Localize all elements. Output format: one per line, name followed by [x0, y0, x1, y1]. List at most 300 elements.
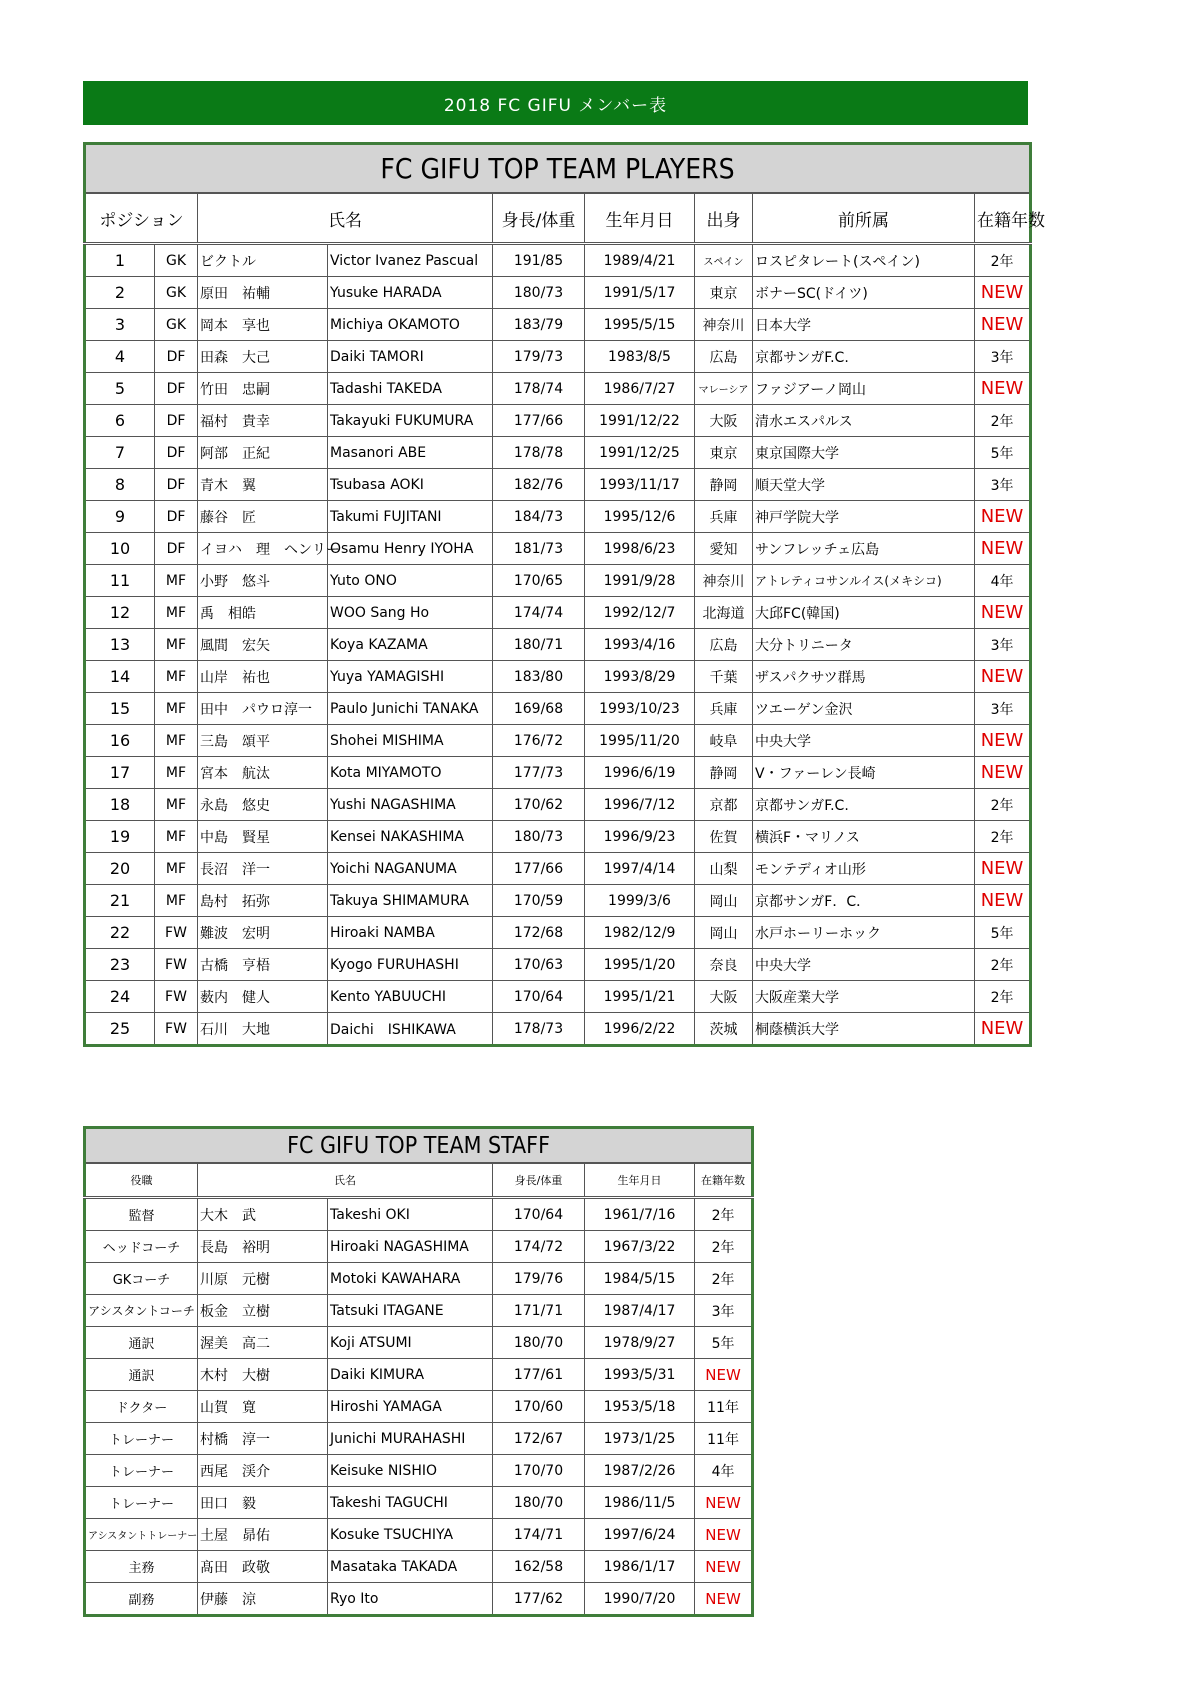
player-previous-club: 大邱FC(韓国) — [753, 597, 975, 629]
player-name-en: Takuya SHIMAMURA — [328, 885, 493, 917]
staff-birthdate: 1973/1/25 — [585, 1423, 695, 1455]
player-name-jp: 田中 パウロ淳一 — [198, 693, 328, 725]
player-years: 2年 — [975, 789, 1031, 821]
player-number: 22 — [85, 917, 155, 949]
player-name-en: Takumi FUJITANI — [328, 501, 493, 533]
player-years: NEW — [975, 885, 1031, 917]
staff-name-jp: 長島 裕明 — [198, 1231, 328, 1263]
player-number: 24 — [85, 981, 155, 1013]
player-height-weight: 178/78 — [493, 437, 585, 469]
player-height-weight: 180/73 — [493, 821, 585, 853]
table-row — [85, 1295, 753, 1327]
staff-name-jp: 渥美 高二 — [198, 1327, 328, 1359]
player-origin: スペイン — [695, 244, 753, 277]
player-position: DF — [155, 437, 198, 469]
table-row — [85, 1327, 753, 1359]
staff-name-en: Hiroshi YAMAGA — [328, 1391, 493, 1423]
staff-title: FC GIFU TOP TEAM STAFF — [85, 1128, 753, 1164]
staff-years: 2年 — [695, 1198, 753, 1231]
player-name-jp: 竹田 忠嗣 — [198, 373, 328, 405]
player-height-weight: 180/71 — [493, 629, 585, 661]
player-birthdate: 1992/12/7 — [585, 597, 695, 629]
player-name-jp: 石川 大地 — [198, 1013, 328, 1046]
player-position: MF — [155, 789, 198, 821]
staff-name-jp: 西尾 渓介 — [198, 1455, 328, 1487]
staff-height-weight: 180/70 — [493, 1487, 585, 1519]
player-name-jp: イヨハ 理 ヘンリー — [198, 533, 328, 565]
players-title: FC GIFU TOP TEAM PLAYERS — [85, 144, 1031, 194]
player-name-en: Kento YABUUCHI — [328, 981, 493, 1013]
player-position: MF — [155, 853, 198, 885]
player-name-en: Kyogo FURUHASHI — [328, 949, 493, 981]
player-name-en: Kensei NAKASHIMA — [328, 821, 493, 853]
player-height-weight: 184/73 — [493, 501, 585, 533]
staff-birthdate: 1961/7/16 — [585, 1198, 695, 1231]
player-previous-club: 中央大学 — [753, 949, 975, 981]
player-years: 3年 — [975, 341, 1031, 373]
staff-years: 5年 — [695, 1327, 753, 1359]
staff-name-en: Ryo Ito — [328, 1583, 493, 1616]
staff-name-jp: 髙田 政敬 — [198, 1551, 328, 1583]
header-years: 在籍年数 — [975, 193, 1031, 244]
player-height-weight: 182/76 — [493, 469, 585, 501]
table-row — [85, 501, 1031, 533]
player-origin: 静岡 — [695, 469, 753, 501]
player-years: 3年 — [975, 693, 1031, 725]
staff-birthdate: 1953/5/18 — [585, 1391, 695, 1423]
player-position: MF — [155, 565, 198, 597]
players-table — [83, 142, 1045, 1047]
staff-years: NEW — [695, 1487, 753, 1519]
player-origin: 山梨 — [695, 853, 753, 885]
table-row — [85, 1231, 753, 1263]
player-number: 5 — [85, 373, 155, 405]
player-years: 5年 — [975, 437, 1031, 469]
staff-role: 主務 — [85, 1551, 198, 1583]
player-years: 2年 — [975, 405, 1031, 437]
player-number: 12 — [85, 597, 155, 629]
table-row — [85, 629, 1031, 661]
player-origin: 神奈川 — [695, 309, 753, 341]
player-height-weight: 169/68 — [493, 693, 585, 725]
staff-role: アシスタントトレーナー — [85, 1519, 198, 1551]
header-origin: 出身 — [695, 193, 753, 244]
staff-height-weight: 170/60 — [493, 1391, 585, 1423]
staff-birthdate: 1978/9/27 — [585, 1327, 695, 1359]
player-name-en: Shohei MISHIMA — [328, 725, 493, 757]
player-origin: 千葉 — [695, 661, 753, 693]
player-previous-club: ファジアーノ岡山 — [753, 373, 975, 405]
staff-height-weight: 174/71 — [493, 1519, 585, 1551]
player-origin: 茨城 — [695, 1013, 753, 1046]
player-previous-club: 京都サンガF.C. — [753, 341, 975, 373]
player-height-weight: 180/73 — [493, 277, 585, 309]
player-birthdate: 1982/12/9 — [585, 917, 695, 949]
player-name-en: Yusuke HARADA — [328, 277, 493, 309]
table-row — [85, 244, 1031, 277]
staff-role: トレーナー — [85, 1487, 198, 1519]
staff-table — [83, 1126, 754, 1617]
player-name-en: Yushi NAGASHIMA — [328, 789, 493, 821]
player-number: 19 — [85, 821, 155, 853]
player-years: 4年 — [975, 565, 1031, 597]
player-number: 14 — [85, 661, 155, 693]
player-number: 23 — [85, 949, 155, 981]
staff-height-weight: 170/70 — [493, 1455, 585, 1487]
table-row — [85, 1423, 753, 1455]
header-position: ポジション — [85, 193, 198, 244]
header-role: 役職 — [85, 1163, 198, 1198]
player-position: GK — [155, 277, 198, 309]
table-row — [85, 853, 1031, 885]
player-height-weight: 172/68 — [493, 917, 585, 949]
player-name-en: Tadashi TAKEDA — [328, 373, 493, 405]
player-birthdate: 1993/8/29 — [585, 661, 695, 693]
player-height-weight: 170/63 — [493, 949, 585, 981]
staff-name-jp: 大木 武 — [198, 1198, 328, 1231]
staff-name-en: Motoki KAWAHARA — [328, 1263, 493, 1295]
staff-birthdate: 1993/5/31 — [585, 1359, 695, 1391]
player-name-jp: 宮本 航汰 — [198, 757, 328, 789]
table-row — [85, 1519, 753, 1551]
staff-name-en: Keisuke NISHIO — [328, 1455, 493, 1487]
player-height-weight: 170/59 — [493, 885, 585, 917]
player-position: MF — [155, 661, 198, 693]
staff-years: 11年 — [695, 1391, 753, 1423]
player-previous-club: 東京国際大学 — [753, 437, 975, 469]
staff-years: NEW — [695, 1551, 753, 1583]
staff-role: アシスタントコーチ — [85, 1295, 198, 1327]
table-row — [85, 437, 1031, 469]
staff-role: ヘッドコーチ — [85, 1231, 198, 1263]
staff-role: 通訳 — [85, 1359, 198, 1391]
player-name-en: Tsubasa AOKI — [328, 469, 493, 501]
player-birthdate: 1995/1/21 — [585, 981, 695, 1013]
staff-birthdate: 1986/11/5 — [585, 1487, 695, 1519]
player-height-weight: 191/85 — [493, 244, 585, 277]
player-birthdate: 1996/7/12 — [585, 789, 695, 821]
staff-birthdate: 1990/7/20 — [585, 1583, 695, 1616]
player-origin: 奈良 — [695, 949, 753, 981]
player-birthdate: 1991/12/22 — [585, 405, 695, 437]
player-position: GK — [155, 244, 198, 277]
player-position: GK — [155, 309, 198, 341]
header-previous-club: 前所属 — [753, 193, 975, 244]
player-name-jp: 阿部 正紀 — [198, 437, 328, 469]
staff-name-en: Koji ATSUMI — [328, 1327, 493, 1359]
player-previous-club: 横浜F・マリノス — [753, 821, 975, 853]
player-previous-club: ザスパクサツ群馬 — [753, 661, 975, 693]
table-row — [85, 789, 1031, 821]
table-row — [85, 597, 1031, 629]
player-years: 2年 — [975, 821, 1031, 853]
player-previous-club: 水戸ホーリーホック — [753, 917, 975, 949]
player-origin: 大阪 — [695, 405, 753, 437]
table-row — [85, 725, 1031, 757]
player-birthdate: 1991/12/25 — [585, 437, 695, 469]
player-name-en: Paulo Junichi TANAKA — [328, 693, 493, 725]
player-height-weight: 170/62 — [493, 789, 585, 821]
player-name-jp: 永島 悠史 — [198, 789, 328, 821]
staff-role: 副務 — [85, 1583, 198, 1616]
player-birthdate: 1998/6/23 — [585, 533, 695, 565]
header-name: 氏名 — [198, 1163, 493, 1198]
staff-name-en: Hiroaki NAGASHIMA — [328, 1231, 493, 1263]
player-birthdate: 1996/6/19 — [585, 757, 695, 789]
player-name-en: Victor Ivanez Pascual — [328, 244, 493, 277]
player-birthdate: 1991/5/17 — [585, 277, 695, 309]
table-row — [85, 469, 1031, 501]
table-row — [85, 405, 1031, 437]
player-previous-club: 京都サンガF．C． — [753, 885, 975, 917]
player-name-jp: 山岸 祐也 — [198, 661, 328, 693]
player-position: MF — [155, 629, 198, 661]
player-origin: 静岡 — [695, 757, 753, 789]
staff-birthdate: 1997/6/24 — [585, 1519, 695, 1551]
player-birthdate: 1991/9/28 — [585, 565, 695, 597]
player-name-jp: 田森 大己 — [198, 341, 328, 373]
player-position: MF — [155, 821, 198, 853]
staff-role: トレーナー — [85, 1423, 198, 1455]
table-row — [85, 1455, 753, 1487]
player-birthdate: 1995/12/6 — [585, 501, 695, 533]
player-name-en: Hiroaki NAMBA — [328, 917, 493, 949]
player-birthdate: 1996/9/23 — [585, 821, 695, 853]
staff-name-jp: 村橋 淳一 — [198, 1423, 328, 1455]
player-years: NEW — [975, 309, 1031, 341]
player-origin: 兵庫 — [695, 501, 753, 533]
player-name-jp: 島村 拓弥 — [198, 885, 328, 917]
player-years: NEW — [975, 725, 1031, 757]
player-years: 2年 — [975, 981, 1031, 1013]
player-years: 2年 — [975, 949, 1031, 981]
player-previous-club: 神戸学院大学 — [753, 501, 975, 533]
player-years: NEW — [975, 853, 1031, 885]
page-banner: 2018 FC GIFU メンバー表 — [83, 81, 1028, 125]
player-previous-club: 京都サンガF.C. — [753, 789, 975, 821]
player-number: 7 — [85, 437, 155, 469]
player-years: NEW — [975, 1013, 1031, 1046]
player-name-en: Daiki TAMORI — [328, 341, 493, 373]
table-row — [85, 757, 1031, 789]
player-number: 9 — [85, 501, 155, 533]
player-name-jp: 中島 賢星 — [198, 821, 328, 853]
player-number: 6 — [85, 405, 155, 437]
player-origin: 広島 — [695, 341, 753, 373]
player-position: FW — [155, 1013, 198, 1046]
player-height-weight: 178/74 — [493, 373, 585, 405]
player-height-weight: 178/73 — [493, 1013, 585, 1046]
table-row — [85, 661, 1031, 693]
player-birthdate: 1993/11/17 — [585, 469, 695, 501]
staff-birthdate: 1967/3/22 — [585, 1231, 695, 1263]
player-years: NEW — [975, 533, 1031, 565]
staff-name-en: Takeshi OKI — [328, 1198, 493, 1231]
player-number: 21 — [85, 885, 155, 917]
staff-name-jp: 川原 元樹 — [198, 1263, 328, 1295]
staff-name-en: Kosuke TSUCHIYA — [328, 1519, 493, 1551]
player-birthdate: 1993/4/16 — [585, 629, 695, 661]
player-name-jp: 原田 祐輔 — [198, 277, 328, 309]
player-origin: 岡山 — [695, 917, 753, 949]
player-name-en: Yoichi NAGANUMA — [328, 853, 493, 885]
player-origin: 神奈川 — [695, 565, 753, 597]
player-height-weight: 181/73 — [493, 533, 585, 565]
player-height-weight: 174/74 — [493, 597, 585, 629]
player-birthdate: 1986/7/27 — [585, 373, 695, 405]
player-years: 2年 — [975, 244, 1031, 277]
player-height-weight: 170/65 — [493, 565, 585, 597]
player-name-en: Daichi ISHIKAWA — [328, 1013, 493, 1046]
player-origin: 大阪 — [695, 981, 753, 1013]
player-name-jp: 三島 頌平 — [198, 725, 328, 757]
player-years: 3年 — [975, 469, 1031, 501]
staff-height-weight: 162/58 — [493, 1551, 585, 1583]
player-name-en: Yuto ONO — [328, 565, 493, 597]
player-origin: 佐賀 — [695, 821, 753, 853]
table-row — [85, 1359, 753, 1391]
player-years: NEW — [975, 501, 1031, 533]
table-row — [85, 373, 1031, 405]
staff-years: NEW — [695, 1583, 753, 1616]
table-row — [85, 533, 1031, 565]
player-origin: 兵庫 — [695, 693, 753, 725]
player-name-en: WOO Sang Ho — [328, 597, 493, 629]
header-name: 氏名 — [198, 193, 493, 244]
player-number: 10 — [85, 533, 155, 565]
player-name-jp: 青木 翼 — [198, 469, 328, 501]
player-origin: 北海道 — [695, 597, 753, 629]
player-number: 4 — [85, 341, 155, 373]
player-years: NEW — [975, 597, 1031, 629]
staff-name-en: Takeshi TAGUCHI — [328, 1487, 493, 1519]
table-row — [85, 1198, 753, 1231]
player-position: MF — [155, 757, 198, 789]
table-row — [85, 341, 1031, 373]
player-position: MF — [155, 597, 198, 629]
player-number: 13 — [85, 629, 155, 661]
staff-height-weight: 170/64 — [493, 1198, 585, 1231]
player-number: 16 — [85, 725, 155, 757]
player-years: NEW — [975, 661, 1031, 693]
player-birthdate: 1999/3/6 — [585, 885, 695, 917]
player-position: FW — [155, 949, 198, 981]
staff-role: 監督 — [85, 1198, 198, 1231]
player-position: DF — [155, 469, 198, 501]
header-years: 在籍年数 — [695, 1163, 753, 1198]
staff-name-jp: 土屋 昴佑 — [198, 1519, 328, 1551]
player-name-en: Michiya OKAMOTO — [328, 309, 493, 341]
staff-height-weight: 171/71 — [493, 1295, 585, 1327]
player-previous-club: 清水エスパルス — [753, 405, 975, 437]
player-previous-club: ロスピタレート(スペイン) — [753, 244, 975, 277]
player-birthdate: 1996/2/22 — [585, 1013, 695, 1046]
player-position: MF — [155, 725, 198, 757]
player-previous-club: 中央大学 — [753, 725, 975, 757]
player-birthdate: 1995/11/20 — [585, 725, 695, 757]
player-name-en: Yuya YAMAGISHI — [328, 661, 493, 693]
player-name-jp: 岡本 享也 — [198, 309, 328, 341]
player-name-en: Masanori ABE — [328, 437, 493, 469]
player-origin: 岐阜 — [695, 725, 753, 757]
player-origin: 愛知 — [695, 533, 753, 565]
table-row — [85, 885, 1031, 917]
player-name-jp: 難波 宏明 — [198, 917, 328, 949]
staff-years: NEW — [695, 1519, 753, 1551]
player-name-jp: 風間 宏矢 — [198, 629, 328, 661]
staff-name-en: Tatsuki ITAGANE — [328, 1295, 493, 1327]
staff-role: 通訳 — [85, 1327, 198, 1359]
table-row — [85, 981, 1031, 1013]
player-number: 15 — [85, 693, 155, 725]
player-height-weight: 177/66 — [493, 853, 585, 885]
player-position: DF — [155, 533, 198, 565]
staff-name-en: Junichi MURAHASHI — [328, 1423, 493, 1455]
header-height-weight: 身長/体重 — [493, 1163, 585, 1198]
staff-header-row — [85, 1163, 753, 1198]
header-height-weight: 身長/体重 — [493, 193, 585, 244]
player-previous-club: ツエーゲン金沢 — [753, 693, 975, 725]
player-position: FW — [155, 981, 198, 1013]
staff-birthdate: 1986/1/17 — [585, 1551, 695, 1583]
table-row — [85, 277, 1031, 309]
player-birthdate: 1989/4/21 — [585, 244, 695, 277]
player-name-jp: 禹 相皓 — [198, 597, 328, 629]
staff-role: トレーナー — [85, 1455, 198, 1487]
player-previous-club: 日本大学 — [753, 309, 975, 341]
player-number: 25 — [85, 1013, 155, 1046]
table-row — [85, 1551, 753, 1583]
staff-height-weight: 172/67 — [493, 1423, 585, 1455]
player-years: 5年 — [975, 917, 1031, 949]
player-number: 2 — [85, 277, 155, 309]
player-years: NEW — [975, 277, 1031, 309]
player-previous-club: アトレティコサンルイス(メキシコ) — [753, 565, 975, 597]
staff-role: GKコーチ — [85, 1263, 198, 1295]
staff-role: ドクター — [85, 1391, 198, 1423]
player-height-weight: 183/80 — [493, 661, 585, 693]
player-number: 8 — [85, 469, 155, 501]
staff-years: 11年 — [695, 1423, 753, 1455]
player-height-weight: 179/73 — [493, 341, 585, 373]
staff-birthdate: 1987/2/26 — [585, 1455, 695, 1487]
staff-name-jp: 板金 立樹 — [198, 1295, 328, 1327]
player-previous-club: V・ファーレン長崎 — [753, 757, 975, 789]
staff-years: 3年 — [695, 1295, 753, 1327]
player-number: 1 — [85, 244, 155, 277]
player-number: 3 — [85, 309, 155, 341]
table-row — [85, 821, 1031, 853]
staff-name-jp: 田口 毅 — [198, 1487, 328, 1519]
staff-height-weight: 177/61 — [493, 1359, 585, 1391]
player-birthdate: 1995/5/15 — [585, 309, 695, 341]
player-previous-club: 桐蔭横浜大学 — [753, 1013, 975, 1046]
player-previous-club: モンテディオ山形 — [753, 853, 975, 885]
player-position: MF — [155, 885, 198, 917]
table-row — [85, 565, 1031, 597]
player-origin: 東京 — [695, 437, 753, 469]
player-name-en: Takayuki FUKUMURA — [328, 405, 493, 437]
player-position: MF — [155, 693, 198, 725]
player-origin: マレーシア — [695, 373, 753, 405]
player-origin: 広島 — [695, 629, 753, 661]
staff-years: 2年 — [695, 1263, 753, 1295]
table-row — [85, 1583, 753, 1616]
player-previous-club: 大阪産業大学 — [753, 981, 975, 1013]
player-previous-club: 大分トリニータ — [753, 629, 975, 661]
player-height-weight: 176/72 — [493, 725, 585, 757]
table-row — [85, 1263, 753, 1295]
